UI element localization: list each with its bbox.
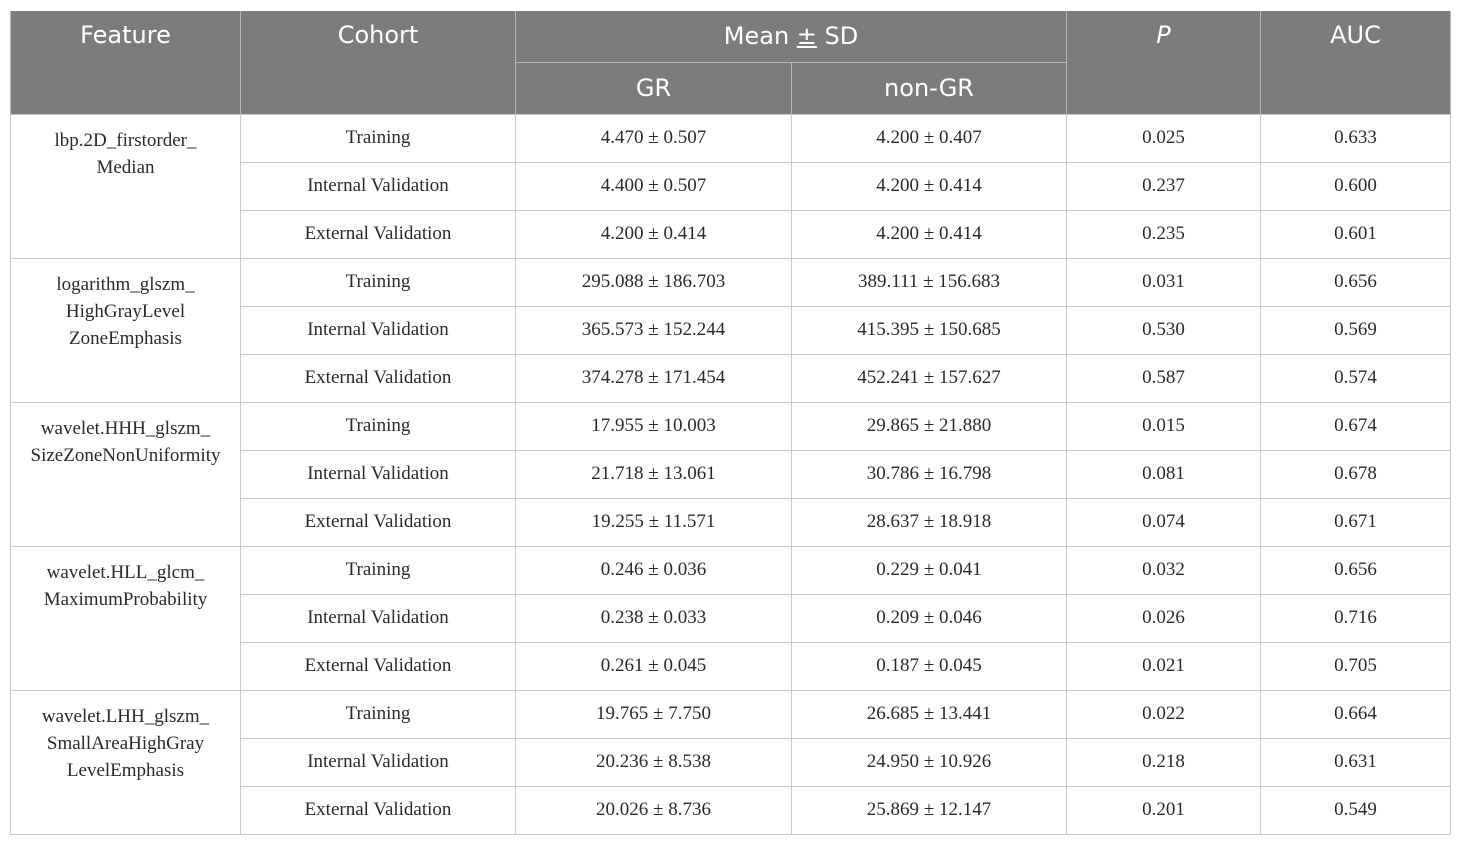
header-p: P	[1067, 11, 1261, 114]
auc-cell: 0.716	[1261, 594, 1451, 642]
gr-cell: 4.200 ± 0.414	[516, 210, 792, 258]
gr-cell: 4.400 ± 0.507	[516, 162, 792, 210]
feature-name: wavelet.HLL_glcm_ MaximumProbability	[11, 546, 241, 690]
gr-cell: 4.470 ± 0.507	[516, 114, 792, 162]
p-cell: 0.026	[1067, 594, 1261, 642]
non-gr-cell: 452.241 ± 157.627	[792, 354, 1067, 402]
table-row	[11, 402, 1451, 450]
non-gr-cell: 4.200 ± 0.407	[792, 114, 1067, 162]
table-header	[11, 11, 1451, 114]
cohort-cell: Internal Validation	[241, 306, 516, 354]
feature-table	[10, 11, 1451, 835]
auc-cell: 0.678	[1261, 450, 1451, 498]
p-cell: 0.015	[1067, 402, 1261, 450]
table-row	[11, 258, 1451, 306]
p-cell: 0.032	[1067, 546, 1261, 594]
auc-cell: 0.549	[1261, 786, 1451, 834]
cohort-cell: Internal Validation	[241, 450, 516, 498]
non-gr-cell: 25.869 ± 12.147	[792, 786, 1067, 834]
gr-cell: 19.765 ± 7.750	[516, 690, 792, 738]
p-cell: 0.021	[1067, 642, 1261, 690]
p-cell: 0.022	[1067, 690, 1261, 738]
auc-cell: 0.569	[1261, 306, 1451, 354]
p-cell: 0.530	[1067, 306, 1261, 354]
gr-cell: 295.088 ± 186.703	[516, 258, 792, 306]
header-mean-sd: Mean ± SD	[516, 11, 1067, 62]
p-cell: 0.237	[1067, 162, 1261, 210]
p-cell: 0.081	[1067, 450, 1261, 498]
gr-cell: 374.278 ± 171.454	[516, 354, 792, 402]
p-cell: 0.587	[1067, 354, 1261, 402]
cohort-cell: Training	[241, 546, 516, 594]
cohort-cell: External Validation	[241, 210, 516, 258]
auc-cell: 0.631	[1261, 738, 1451, 786]
gr-cell: 20.236 ± 8.538	[516, 738, 792, 786]
auc-cell: 0.664	[1261, 690, 1451, 738]
auc-cell: 0.705	[1261, 642, 1451, 690]
cohort-cell: Internal Validation	[241, 594, 516, 642]
auc-cell: 0.656	[1261, 546, 1451, 594]
gr-cell: 21.718 ± 13.061	[516, 450, 792, 498]
gr-cell: 0.261 ± 0.045	[516, 642, 792, 690]
table-row	[11, 546, 1451, 594]
non-gr-cell: 0.187 ± 0.045	[792, 642, 1067, 690]
plus-minus-glyph: ±	[796, 22, 817, 51]
gr-cell: 0.246 ± 0.036	[516, 546, 792, 594]
cohort-cell: Training	[241, 690, 516, 738]
auc-cell: 0.656	[1261, 258, 1451, 306]
table-row	[11, 690, 1451, 738]
table-body	[11, 114, 1451, 834]
p-cell: 0.218	[1067, 738, 1261, 786]
auc-cell: 0.574	[1261, 354, 1451, 402]
p-cell: 0.031	[1067, 258, 1261, 306]
gr-cell: 0.238 ± 0.033	[516, 594, 792, 642]
header-non-gr: non-GR	[792, 62, 1067, 114]
gr-cell: 19.255 ± 11.571	[516, 498, 792, 546]
auc-cell: 0.601	[1261, 210, 1451, 258]
non-gr-cell: 28.637 ± 18.918	[792, 498, 1067, 546]
header-gr: GR	[516, 62, 792, 114]
cohort-cell: Training	[241, 114, 516, 162]
auc-cell: 0.600	[1261, 162, 1451, 210]
cohort-cell: External Validation	[241, 498, 516, 546]
feature-name: lbp.2D_firstorder_ Median	[11, 114, 241, 258]
non-gr-cell: 24.950 ± 10.926	[792, 738, 1067, 786]
non-gr-cell: 26.685 ± 13.441	[792, 690, 1067, 738]
feature-name: wavelet.HHH_glszm_ SizeZoneNonUniformity	[11, 402, 241, 546]
non-gr-cell: 4.200 ± 0.414	[792, 210, 1067, 258]
cohort-cell: External Validation	[241, 642, 516, 690]
header-auc: AUC	[1261, 11, 1451, 114]
feature-name: wavelet.LHH_glszm_ SmallAreaHighGray LevelEmphasis	[11, 690, 241, 834]
non-gr-cell: 0.229 ± 0.041	[792, 546, 1067, 594]
auc-cell: 0.674	[1261, 402, 1451, 450]
cohort-cell: Internal Validation	[241, 738, 516, 786]
non-gr-cell: 30.786 ± 16.798	[792, 450, 1067, 498]
cohort-cell: External Validation	[241, 786, 516, 834]
auc-cell: 0.633	[1261, 114, 1451, 162]
cohort-cell: External Validation	[241, 354, 516, 402]
non-gr-cell: 4.200 ± 0.414	[792, 162, 1067, 210]
p-cell: 0.201	[1067, 786, 1261, 834]
feature-name: logarithm_glszm_ HighGrayLevel ZoneEmphasis	[11, 258, 241, 402]
auc-cell: 0.671	[1261, 498, 1451, 546]
gr-cell: 17.955 ± 10.003	[516, 402, 792, 450]
non-gr-cell: 29.865 ± 21.880	[792, 402, 1067, 450]
p-cell: 0.025	[1067, 114, 1261, 162]
header-cohort: Cohort	[241, 11, 516, 114]
cohort-cell: Internal Validation	[241, 162, 516, 210]
gr-cell: 20.026 ± 8.736	[516, 786, 792, 834]
gr-cell: 365.573 ± 152.244	[516, 306, 792, 354]
cohort-cell: Training	[241, 402, 516, 450]
p-cell: 0.235	[1067, 210, 1261, 258]
non-gr-cell: 389.111 ± 156.683	[792, 258, 1067, 306]
header-feature: Feature	[11, 11, 241, 114]
non-gr-cell: 0.209 ± 0.046	[792, 594, 1067, 642]
table-row	[11, 114, 1451, 162]
p-cell: 0.074	[1067, 498, 1261, 546]
non-gr-cell: 415.395 ± 150.685	[792, 306, 1067, 354]
cohort-cell: Training	[241, 258, 516, 306]
